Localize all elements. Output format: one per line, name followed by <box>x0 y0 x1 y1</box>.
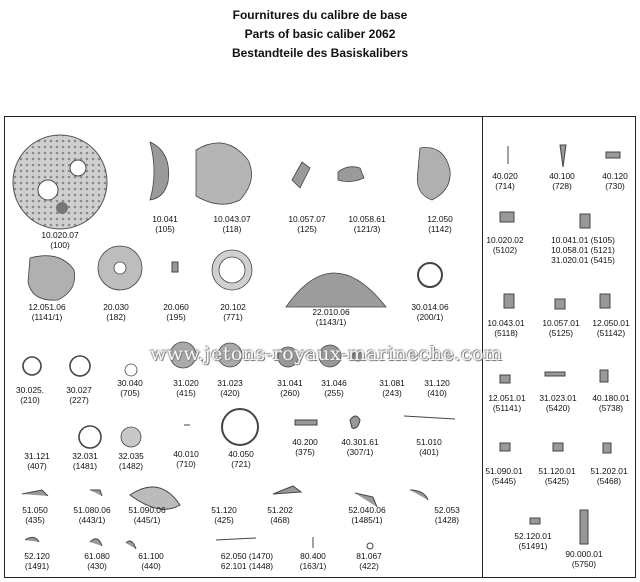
part-10-020-07: 10.020.07 (100) <box>41 230 79 250</box>
part-51-090-06: 51.090.06 (445/1) <box>128 505 166 525</box>
part-52-120: 52.120 (1491) <box>24 551 50 571</box>
part-30-014-06: 30.014.06 (200/1) <box>411 302 449 322</box>
header-title-de: Bestandteile des Basiskalibers <box>231 46 409 60</box>
part-30-040: 30.040 (705) <box>117 378 143 398</box>
part-31-023: 31.023 (420) <box>217 378 243 398</box>
part-40-301-61: 40.301.61 (307/1) <box>341 437 379 457</box>
part-10-057-01: 10.057.01 (5125) <box>542 318 580 338</box>
part-81-067: 81.067 (422) <box>356 551 382 571</box>
part-40-180-01: 40.180.01 (5738) <box>592 393 630 413</box>
part-62-050-62-101: 62.050 (1470) 62.101 (1448) <box>220 551 274 571</box>
part-40-200: 40.200 (375) <box>292 437 318 457</box>
header-title-fr: Fournitures du calibre de base <box>232 8 408 22</box>
part-51-120-01: 51.120.01 (5425) <box>538 466 576 486</box>
part-10-057-07: 10.057.07 (125) <box>288 214 326 234</box>
part-10-041-01-group: 10.041.01 (5105) 10.058.01 (5121) 31.020.01 (5415) <box>551 235 615 265</box>
part-31-121: 31.121 (407) <box>24 451 50 471</box>
part-52-040-06: 52.040.06 (1485/1) <box>348 505 386 525</box>
part-51-202: 51.202 (468) <box>267 505 293 525</box>
part-31-046: 31.046 (255) <box>321 378 347 398</box>
part-90-000-01: 90.000.01 (5750) <box>565 549 603 569</box>
part-10-043-07: 10.043.07 (118) <box>213 214 251 234</box>
part-31-020: 31.020 (415) <box>173 378 199 398</box>
part-31-081: 31.081 (243) <box>379 378 405 398</box>
part-30-027: 30.027 (227) <box>66 385 92 405</box>
part-51-010: 51.010 (401) <box>416 437 442 457</box>
watermark-text: www.jetons-royaux-marineche.com <box>150 343 503 365</box>
part-10-020-02: 10.020.02 (5102) <box>486 235 524 255</box>
part-20-030: 20.030 (182) <box>103 302 129 322</box>
part-10-041: 10.041 (105) <box>152 214 178 234</box>
part-12-051-06: 12.051.06 (1141/1) <box>28 302 66 322</box>
part-31-023-01: 31.023.01 (5420) <box>539 393 577 413</box>
part-40-100: 40.100 (728) <box>549 171 575 191</box>
part-10-058-61: 10.058.61 (121/3) <box>348 214 386 234</box>
part-51-080-06: 51.080.06 (443/1) <box>73 505 111 525</box>
part-61-080: 61.080 (430) <box>84 551 110 571</box>
part-31-041: 31.041 (260) <box>277 378 303 398</box>
part-30-025: 30.025. (210) <box>16 385 44 405</box>
main-plate-illustration <box>13 135 107 229</box>
part-20-060: 20.060 (195) <box>163 302 189 322</box>
part-80-400: 80.400 (163/1) <box>299 551 327 571</box>
part-51-090-01: 51.090.01 (5445) <box>485 466 523 486</box>
part-40-010: 40.010 (710) <box>173 449 199 469</box>
part-12-050: 12.050 (1142) <box>427 214 453 234</box>
part-40-050: 40.050 (721) <box>228 449 254 469</box>
header-title-en: Parts of basic caliber 2062 <box>244 27 396 41</box>
part-20-102: 20.102 (771) <box>220 302 246 322</box>
part-22-010-06: 22.010.06 (1143/1) <box>312 307 350 327</box>
part-12-051-01: 12.051.01 (51141) <box>488 393 526 413</box>
part-32-031: 32.031 (1481) <box>72 451 98 471</box>
part-51-120: 51.120 (425) <box>211 505 237 525</box>
part-10-043-01: 10.043.01 (5118) <box>487 318 525 338</box>
part-51-050: 51.050 (435) <box>22 505 48 525</box>
part-52-053: 52.053 (1428) <box>434 505 460 525</box>
part-40-120: 40.120 (730) <box>602 171 628 191</box>
part-32-035: 32.035 (1482) <box>118 451 144 471</box>
part-31-120: 31.120 (410) <box>424 378 450 398</box>
part-52-120-01: 52.120.01 (51491) <box>514 531 552 551</box>
part-40-020: 40.020 (714) <box>492 171 518 191</box>
part-51-202-01: 51.202.01 (5468) <box>590 466 628 486</box>
part-61-100: 61.100 (440) <box>138 551 164 571</box>
part-12-050-01: 12.050.01 (51142) <box>592 318 630 338</box>
